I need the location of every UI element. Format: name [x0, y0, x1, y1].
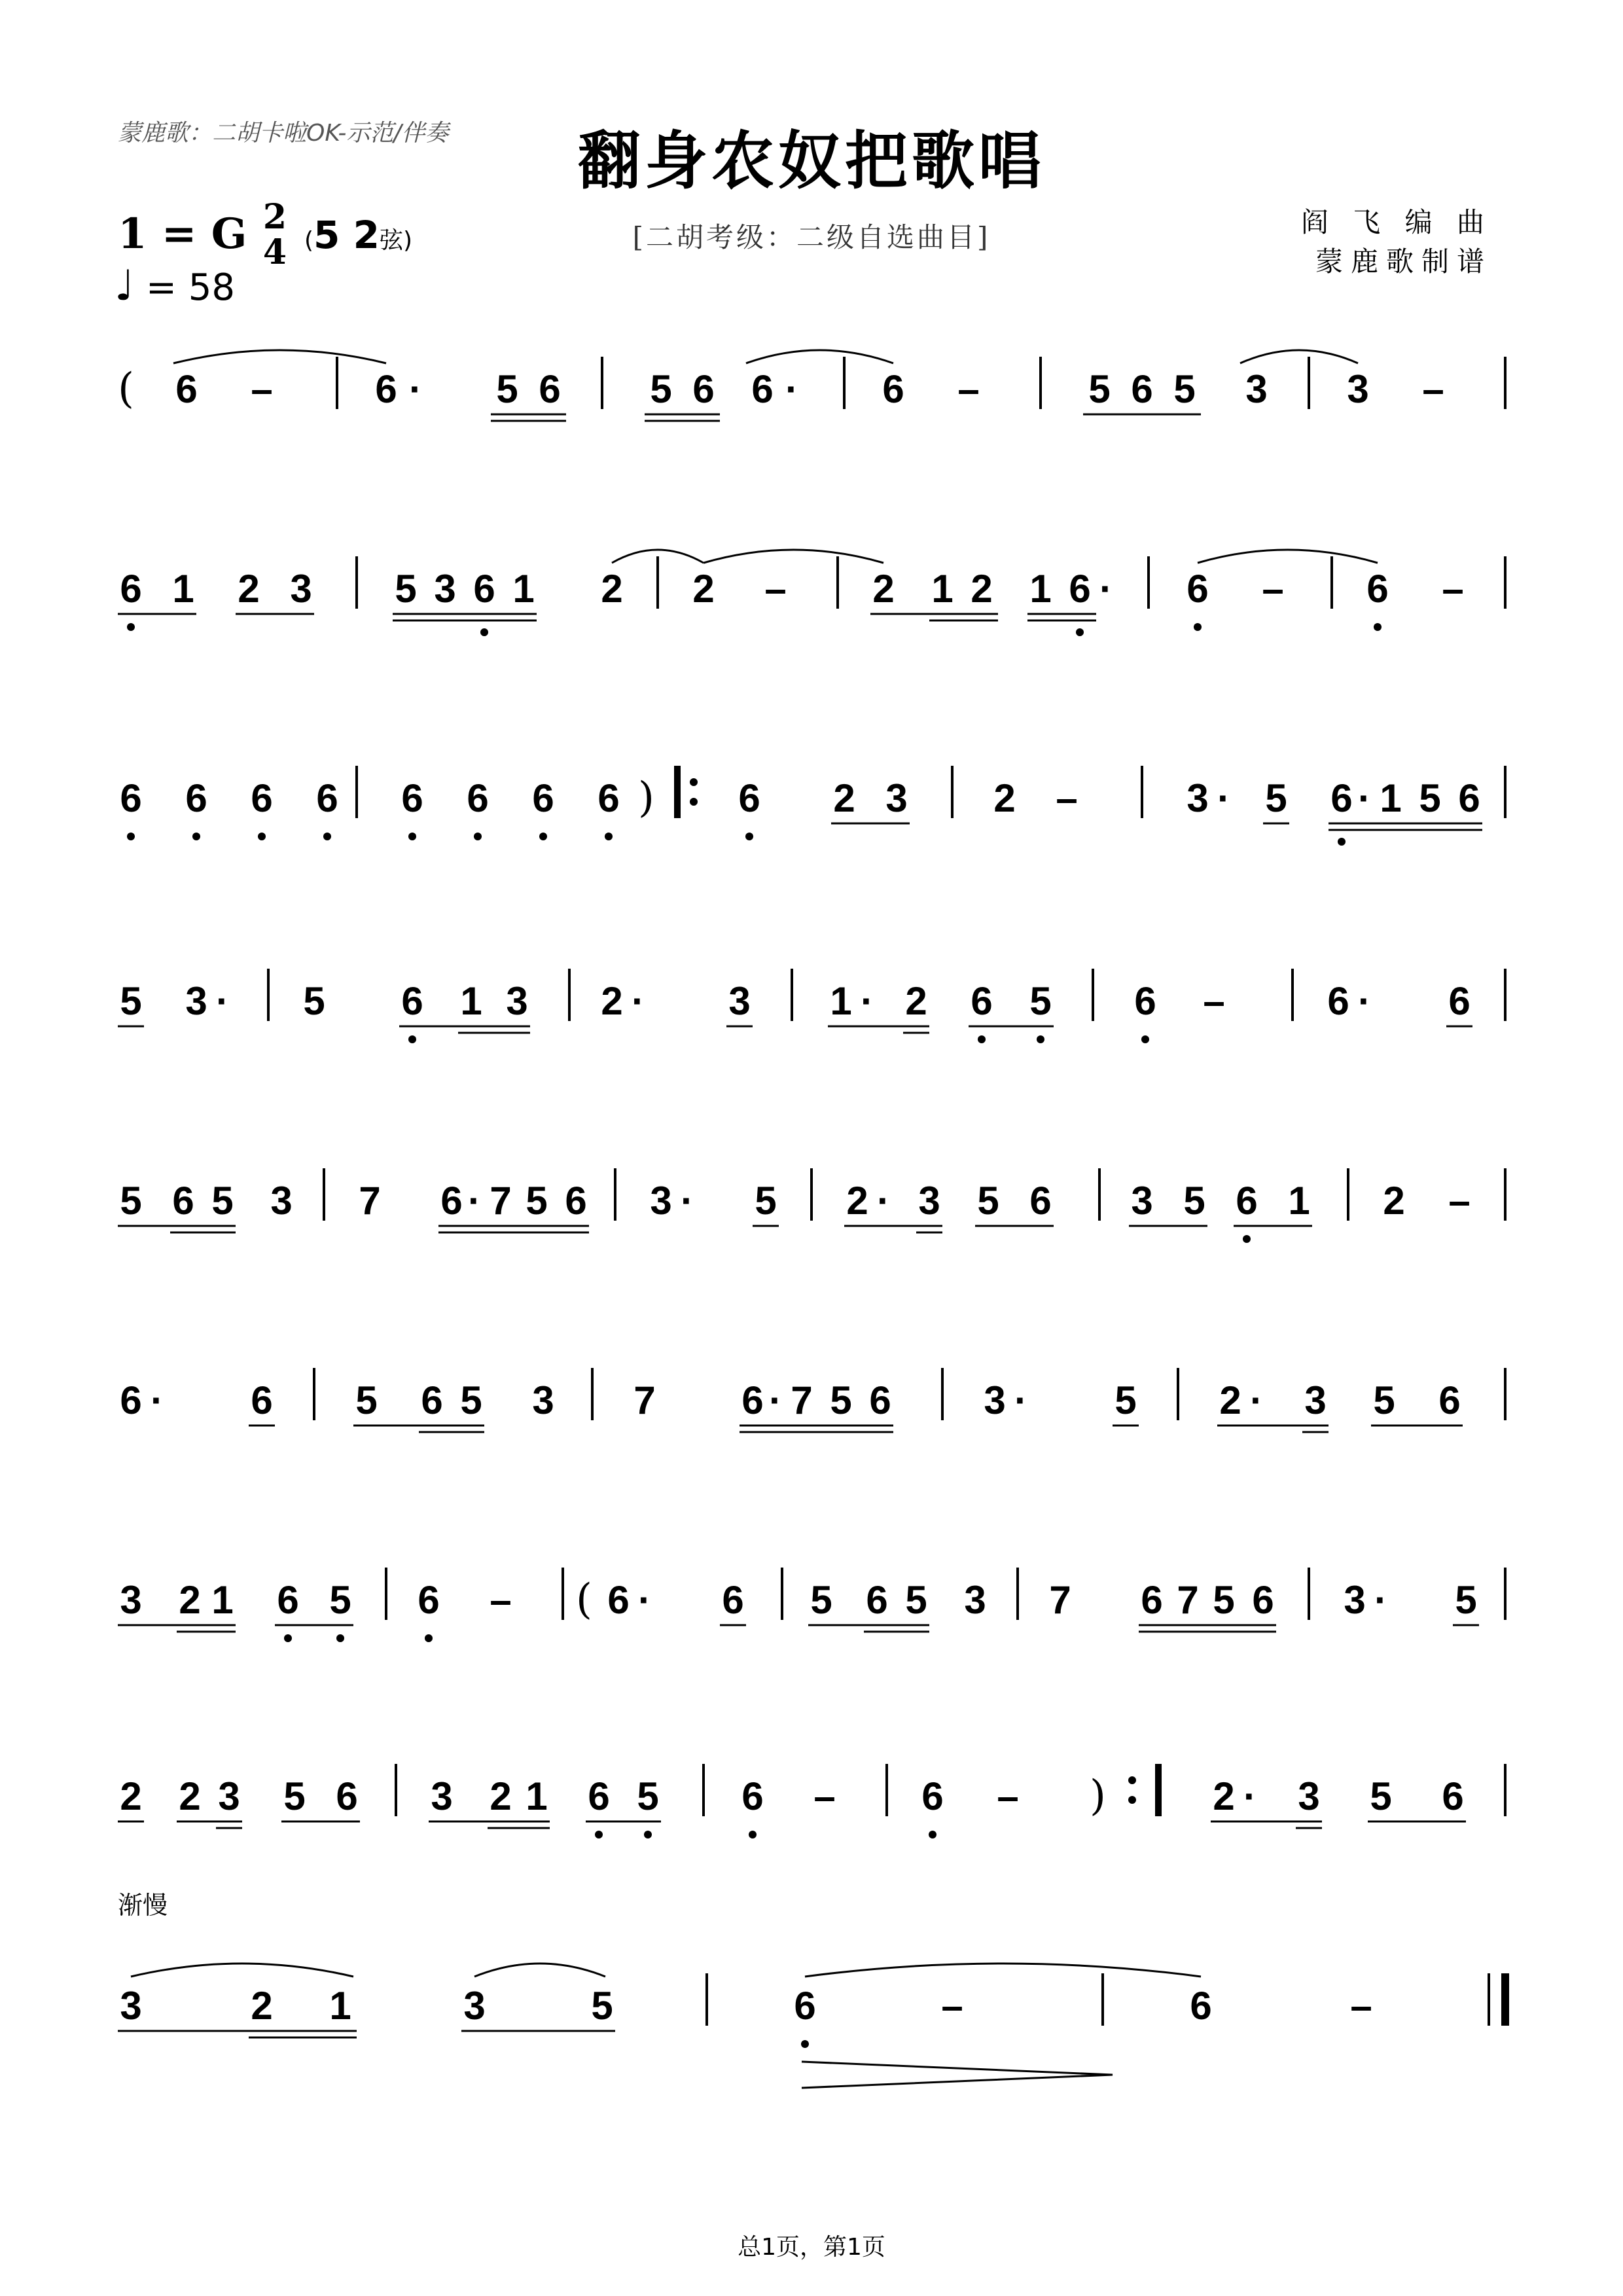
note-digit: 3	[532, 1378, 554, 1422]
note-digit: 3	[120, 1578, 142, 1622]
note-digit: 6	[120, 776, 142, 820]
note-digit: 5	[1419, 776, 1441, 820]
note-digit: –	[1203, 979, 1225, 1023]
note-digit: 2	[238, 567, 260, 611]
note-digit: 6	[1442, 1774, 1464, 1818]
note-digit: 5	[637, 1774, 659, 1818]
note-digit: ·	[632, 979, 645, 1023]
low-octave-dot	[480, 628, 488, 636]
note-digit: –	[1056, 776, 1078, 820]
note-digit: 5	[1115, 1378, 1137, 1422]
note-digit: 6	[971, 979, 993, 1023]
note-digit: 1	[512, 567, 535, 611]
note-digit: ·	[151, 1378, 164, 1422]
note-digit: 3	[120, 1984, 142, 2028]
note-digit: 6	[1236, 1179, 1258, 1223]
slur	[805, 1964, 1201, 1977]
low-octave-dot	[336, 1634, 344, 1642]
note-digit: 2	[905, 979, 927, 1023]
note-digit: ·	[861, 979, 874, 1023]
note-digit: 6	[1186, 567, 1209, 611]
low-octave-dot	[323, 833, 331, 840]
note-digit: 7	[359, 1179, 381, 1223]
note-digit: –	[941, 1984, 963, 2028]
note-digit: 6	[440, 1179, 463, 1223]
note-digit: 5	[211, 1179, 234, 1223]
note-digit: 2	[872, 567, 895, 611]
composer-credit: 阎 飞 编 曲	[1300, 206, 1492, 238]
note-digit: 6	[741, 1378, 764, 1422]
note-digit: 6	[1458, 776, 1480, 820]
low-octave-dot	[127, 833, 135, 840]
note-digit: 3	[185, 979, 207, 1023]
note-digit: –	[957, 367, 980, 411]
low-octave-dot	[474, 833, 482, 840]
note-digit: 6	[751, 367, 774, 411]
note-digit: 3	[1245, 367, 1268, 411]
note-digit: 6	[722, 1578, 744, 1622]
low-octave-dot	[425, 1634, 433, 1642]
note-digit: 6	[375, 367, 397, 411]
note-digit: 6	[692, 367, 715, 411]
note-digit: 5	[905, 1578, 927, 1622]
note-digit: 6	[882, 367, 904, 411]
low-octave-dot	[408, 833, 416, 840]
note-digit: –	[490, 1578, 512, 1622]
note-digit: 3	[506, 979, 528, 1023]
note-digit: 2	[971, 567, 993, 611]
note-digit: 5	[1029, 979, 1052, 1023]
low-octave-dot	[978, 1035, 986, 1043]
note-digit: ·	[1217, 776, 1230, 820]
time-signature-top: 2	[262, 197, 287, 237]
note-digit: 3	[463, 1984, 486, 2028]
note-digit: 5	[755, 1179, 777, 1223]
note-digit: 6	[1252, 1578, 1274, 1622]
note-digit: 3	[918, 1179, 940, 1223]
note-digit: 3	[431, 1774, 453, 1818]
note-digit: 5	[1183, 1179, 1205, 1223]
note-digit: 5	[496, 367, 518, 411]
slur	[131, 1964, 353, 1977]
note-digit: 5	[120, 1179, 142, 1223]
note-digit: 2	[179, 1774, 201, 1818]
note-digit: –	[1422, 367, 1444, 411]
note-digit: 3	[290, 567, 312, 611]
low-octave-dot	[1243, 1235, 1251, 1243]
note-digit: 2	[601, 979, 623, 1023]
intro-paren: (	[118, 365, 134, 413]
low-octave-dot	[258, 833, 266, 840]
note-digit: 6	[1134, 979, 1156, 1023]
note-digit: 6	[185, 776, 207, 820]
note-digit: ·	[785, 367, 798, 411]
note-digit: 6	[401, 776, 423, 820]
note-digit: 6	[1131, 367, 1153, 411]
diminuendo-hairpin	[802, 2062, 1113, 2088]
subtitle: [二胡考级：二级自选曲目]	[632, 221, 991, 253]
note-digit: 7	[1177, 1578, 1199, 1622]
arranger-credit: 蒙鹿歌制谱	[1315, 245, 1492, 278]
low-octave-dot	[1076, 628, 1084, 636]
note-digit: 3	[1298, 1774, 1320, 1818]
note-digit: 5	[460, 1378, 482, 1422]
note-digit: ·	[468, 1179, 481, 1223]
note-digit: 3	[885, 776, 908, 820]
note-digit: 7	[1049, 1578, 1071, 1622]
note-digit: 3	[270, 1179, 293, 1223]
note-digit: 2	[993, 776, 1016, 820]
note-digit: 6	[738, 776, 760, 820]
low-octave-dot	[745, 833, 753, 840]
note-digit: ·	[1099, 567, 1113, 611]
note-digit: 2	[833, 776, 855, 820]
low-octave-dot	[408, 1035, 416, 1043]
note-digit: 3	[984, 1378, 1006, 1422]
tuning-word: 弦	[379, 227, 403, 254]
note-digit: 1	[1288, 1179, 1310, 1223]
note-digit: 6	[794, 1984, 816, 2028]
time-signature-bottom: 4	[262, 232, 287, 272]
low-octave-dot	[644, 1831, 652, 1839]
note-digit: 6	[866, 1578, 888, 1622]
note-digit: –	[1350, 1984, 1372, 2028]
low-octave-dot	[605, 833, 613, 840]
low-octave-dot	[1374, 623, 1382, 631]
low-octave-dot	[1338, 838, 1346, 846]
note-digit: 1	[460, 979, 482, 1023]
note-digit: 6	[401, 979, 423, 1023]
note-digit: 3	[1347, 367, 1369, 411]
note-digit: 6	[336, 1774, 358, 1818]
low-octave-dot	[749, 1831, 757, 1839]
note-digit: 1	[830, 979, 852, 1023]
note-digit: 6	[467, 776, 489, 820]
note-digit: 6	[1366, 567, 1389, 611]
interlude-paren: (	[576, 1575, 592, 1624]
note-digit: 6	[1327, 979, 1349, 1023]
low-octave-dot	[539, 833, 547, 840]
note-digit: 1	[211, 1578, 234, 1622]
note-digit: 6	[1330, 776, 1353, 820]
note-digit: 6	[921, 1774, 944, 1818]
note-digit: 2	[601, 567, 623, 611]
note-digit: 3	[964, 1578, 986, 1622]
low-octave-dot	[127, 623, 135, 631]
low-octave-dot	[801, 2040, 809, 2048]
tuning-paren-close: )	[402, 227, 413, 254]
note-digit: 6	[539, 367, 561, 411]
note-digit: 6	[588, 1774, 610, 1818]
note-digit: 6	[251, 776, 273, 820]
note-digit: 2	[179, 1578, 201, 1622]
note-digit: 5	[591, 1984, 613, 2028]
note-digit: 5	[355, 1378, 378, 1422]
note-digit: 6	[473, 567, 495, 611]
page-title: 翻身农奴把歌唱	[578, 124, 1045, 198]
score-systems	[118, 350, 1505, 2088]
repeat-dot	[690, 798, 698, 806]
note-digit: 6	[421, 1378, 443, 1422]
slur	[704, 550, 883, 563]
note-digit: 5	[1373, 1378, 1395, 1422]
note-digit: 5	[303, 979, 325, 1023]
low-octave-dot	[929, 1831, 936, 1839]
key-signature: 1 = G	[118, 209, 247, 259]
slur	[173, 350, 386, 363]
note-digit: 6	[1029, 1179, 1052, 1223]
note-digit: –	[764, 567, 787, 611]
note-digit: ·	[1250, 1378, 1263, 1422]
note-digit: ·	[1358, 776, 1371, 820]
note-digit: ·	[216, 979, 229, 1023]
note-digit: 5	[650, 367, 672, 411]
note-digit: 1	[526, 1774, 548, 1818]
slur	[746, 350, 893, 363]
tempo-change-marking: 渐慢	[118, 1891, 168, 1920]
note-digit: 6	[869, 1378, 891, 1422]
note-digit: 6	[120, 1378, 142, 1422]
low-octave-dot	[595, 1831, 603, 1839]
note-digit: ·	[638, 1578, 651, 1622]
low-octave-dot	[1141, 1035, 1149, 1043]
note-digit: ·	[1014, 1378, 1027, 1422]
note-digit: 2	[1213, 1774, 1235, 1818]
note-digit: 5	[329, 1578, 351, 1622]
note-digit: –	[1448, 1179, 1471, 1223]
note-digit: 6	[277, 1578, 299, 1622]
note-digit: 6	[1438, 1378, 1461, 1422]
note-digit: 3	[650, 1179, 672, 1223]
note-digit: 2	[692, 567, 715, 611]
note-digit: –	[997, 1774, 1019, 1818]
note-digit: 5	[810, 1578, 832, 1622]
note-digit: 5	[1088, 367, 1111, 411]
note-digit: 6	[418, 1578, 440, 1622]
note-digit: 7	[490, 1179, 512, 1223]
note-digit: 1	[1380, 776, 1402, 820]
quarter-note-icon: ♩	[115, 262, 135, 310]
page-footer: 总1页，第1页	[738, 2234, 885, 2261]
note-digit: ·	[1243, 1774, 1257, 1818]
note-digit: 6	[597, 776, 620, 820]
note-digit: 3	[1304, 1378, 1327, 1422]
source-note: 蒙鹿歌：二胡卡啦OK-示范/伴奏	[118, 120, 449, 147]
note-digit: 6	[1448, 979, 1471, 1023]
interlude-paren-close: )	[1090, 1772, 1106, 1820]
note-digit: –	[813, 1774, 836, 1818]
note-digit: 5	[1265, 776, 1287, 820]
note-digit: ·	[877, 1179, 890, 1223]
note-digit: 5	[120, 979, 142, 1023]
note-digit: 3	[434, 567, 456, 611]
note-digit: 6	[607, 1578, 630, 1622]
note-digit: 2	[846, 1179, 868, 1223]
note-digit: 5	[526, 1179, 548, 1223]
note-digit: 2	[120, 1774, 142, 1818]
note-digit: 1	[931, 567, 954, 611]
note-digit: 1	[329, 1984, 351, 2028]
note-digit: 1	[1029, 567, 1052, 611]
note-digit: –	[1262, 567, 1284, 611]
slur	[1240, 350, 1358, 363]
tuning-paren-open: (	[304, 227, 314, 254]
note-digit: ·	[681, 1179, 694, 1223]
note-digit: 3	[1344, 1578, 1366, 1622]
note-digit: 2	[251, 1984, 273, 2028]
tuning-notes: 5 2	[313, 213, 380, 257]
note-digit: 5	[1370, 1774, 1392, 1818]
note-digit: 1	[172, 567, 194, 611]
intro-paren-close: )	[638, 774, 654, 822]
note-digit: 6	[251, 1378, 273, 1422]
note-digit: 6	[316, 776, 338, 820]
note-digit: 5	[1173, 367, 1196, 411]
note-digit: 6	[172, 1179, 194, 1223]
low-octave-dot	[192, 833, 200, 840]
note-digit: 6	[1141, 1578, 1163, 1622]
note-digit: –	[1442, 567, 1464, 611]
note-digit: 7	[791, 1378, 813, 1422]
note-digit: ·	[769, 1378, 782, 1422]
note-digit: 3	[728, 979, 751, 1023]
repeat-dot	[1128, 1776, 1136, 1784]
note-digit: 5	[1455, 1578, 1477, 1622]
note-digit: 6	[532, 776, 554, 820]
note-digit: 3	[1131, 1179, 1153, 1223]
low-octave-dot	[284, 1634, 292, 1642]
note-digit: 7	[633, 1378, 656, 1422]
note-digit: 5	[283, 1774, 306, 1818]
note-digit: 2	[1383, 1179, 1405, 1223]
note-digit: ·	[1358, 979, 1371, 1023]
low-octave-dot	[1194, 623, 1202, 631]
note-digit: 5	[977, 1179, 999, 1223]
slur	[474, 1964, 605, 1977]
repeat-dot	[1128, 1796, 1136, 1804]
note-digit: 3	[218, 1774, 240, 1818]
note-digit: 6	[1190, 1984, 1212, 2028]
note-digit: –	[251, 367, 273, 411]
note-digit: 6	[175, 367, 198, 411]
low-octave-dot	[1037, 1035, 1044, 1043]
repeat-dot	[690, 778, 698, 786]
note-digit: ·	[1374, 1578, 1387, 1622]
note-digit: ·	[409, 367, 422, 411]
tempo-value: = 58	[146, 266, 235, 309]
note-digit: 2	[1219, 1378, 1241, 1422]
note-digit: 5	[830, 1378, 852, 1422]
note-digit: 5	[395, 567, 417, 611]
note-digit: 6	[741, 1774, 764, 1818]
note-digit: 6	[565, 1179, 587, 1223]
note-digit: 5	[1213, 1578, 1235, 1622]
note-digit: 6	[1069, 567, 1091, 611]
note-digit: 3	[1186, 776, 1209, 820]
note-digit: 6	[120, 567, 142, 611]
note-digit: 2	[490, 1774, 512, 1818]
slur	[1198, 550, 1378, 563]
